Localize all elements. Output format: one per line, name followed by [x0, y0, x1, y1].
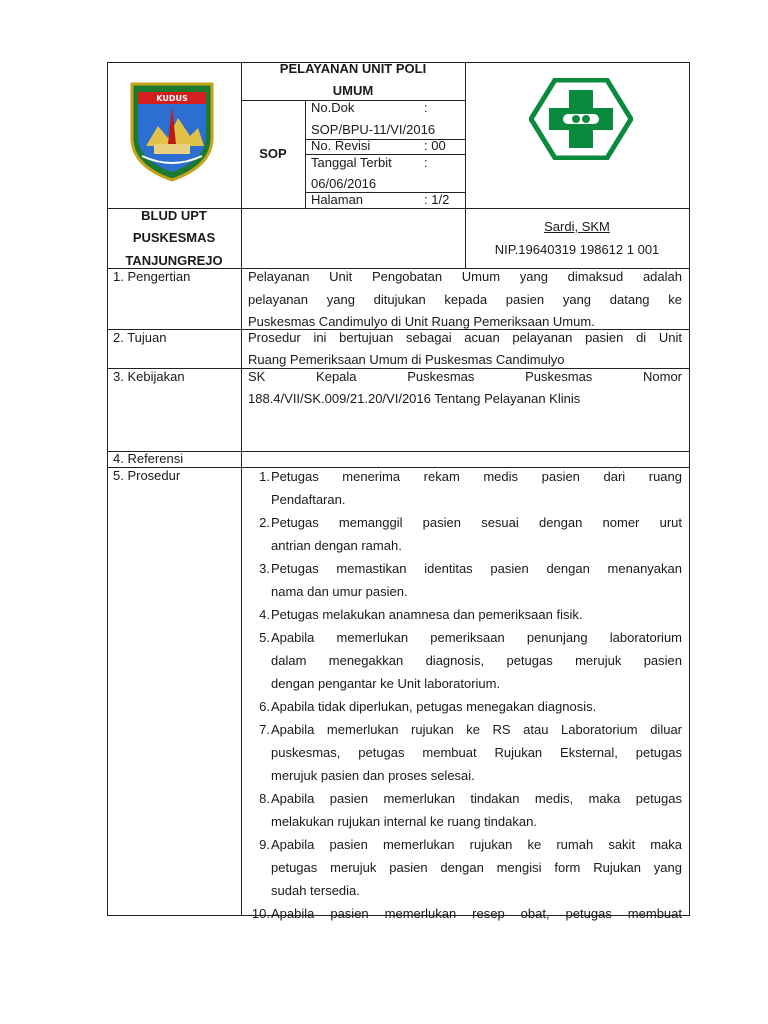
document-title-line2: UMUM [332, 83, 374, 98]
pengertian-line-1: Pelayanan Unit Pengobatan Umum yang dimaksud adalah [248, 269, 682, 284]
issue-date-separator: : [424, 155, 428, 170]
list-item-number: 5. [259, 630, 270, 645]
list-item-line: Apabila memerlukan rujukan ke RS atau Laboratorium diluar [271, 722, 682, 737]
tujuan-line-2: Ruang Pemeriksaan Umum di Puskesmas Candimulyo [248, 352, 565, 367]
list-item-line: nama dan umur pasien. [271, 584, 408, 599]
org-line3: TANJUNGREJO [125, 253, 223, 268]
list-item-line: Apabila pasien memerlukan rujukan ke rumah sakit maka [271, 837, 682, 852]
list-item-number: 4. [259, 607, 270, 622]
list-item-line: Apabila memerlukan pemeriksaan penunjang laboratorium [271, 630, 682, 645]
pengertian-line-3: Puskesmas Candimulyo di Unit Ruang Pemeriksaan Umum. [248, 314, 595, 329]
doc-number-label: No.Dok [311, 100, 355, 115]
list-item-line: merujuk pasien dan proses selesai. [271, 768, 475, 783]
signatory-name: Sardi, SKM [544, 219, 610, 234]
pengertian-line-2: pelayanan yang ditujukan kepada pasien yang datang ke [248, 292, 682, 307]
signatory-nip: NIP.19640319 198612 1 001 [494, 242, 660, 257]
list-item-line: Apabila pasien memerlukan resep obat, petugas membuat [271, 906, 682, 921]
document-title-line1: PELAYANAN UNIT POLI [279, 61, 427, 76]
org-line2: PUSKESMAS [132, 230, 216, 245]
list-item-number: 7. [259, 722, 270, 737]
list-item-number: 3. [259, 561, 270, 576]
crest-text: KUDUS [156, 94, 188, 103]
list-item-line: dengan pengantar ke Unit laboratorium. [271, 676, 501, 691]
list-item-number: 10. [251, 906, 270, 921]
table-border-left [107, 62, 108, 916]
list-item-number: 8. [259, 791, 270, 806]
issue-date-label: Tanggal Terbit [311, 155, 392, 170]
list-item-number: 2. [259, 515, 270, 530]
column-divider-labels [241, 62, 242, 916]
kebijakan-line-2: 188.4/VII/SK.009/21.20/VI/2016 Tentang Pelayanan Klinis [248, 391, 581, 406]
list-item-line: Petugas melakukan anamnesa dan pemeriksaan fisik. [271, 607, 583, 622]
list-item-number: 9. [259, 837, 270, 852]
kudus-regency-crest-icon [128, 78, 216, 182]
list-item-line: antrian dengan ramah. [271, 538, 402, 553]
kebijakan-line-1: SK Kepala Puskesmas Puskesmas Nomor [248, 369, 682, 384]
list-item-line: Apabila pasien memerlukan tindakan medis, maka petugas [271, 791, 682, 806]
list-item-line: Apabila tidak diperlukan, petugas menegakan diagnosis. [271, 699, 597, 714]
list-item-line: Petugas memastikan identitas pasien dengan menanyakan [271, 561, 682, 576]
table-border-right [689, 62, 690, 916]
list-item-line: Petugas menerima rekam medis pasien dari ruang [271, 469, 682, 484]
page-value: : 1/2 [424, 192, 450, 207]
list-item-number: 6. [259, 699, 270, 714]
page-label: Halaman [311, 192, 364, 207]
list-item-line: melakukan rujukan internal ke ruang tindakan. [271, 814, 537, 829]
divider-kebijakan [107, 451, 689, 452]
sop-label: SOP [259, 146, 287, 161]
org-line1: BLUD UPT [141, 208, 207, 223]
section-label-pengertian: 1. Pengertian [113, 269, 191, 284]
section-label-kebijakan: 3. Kebijakan [113, 369, 185, 384]
puskesmas-green-cross-icon [529, 78, 633, 160]
list-item-line: Pendaftaran. [271, 492, 346, 507]
revision-label: No. Revisi [311, 138, 371, 153]
list-item-number: 1. [259, 469, 270, 484]
divider-sop-cell [305, 100, 306, 209]
section-label-prosedur: 5. Prosedur [113, 468, 181, 483]
issue-date-value: 06/06/2016 [311, 176, 377, 191]
list-item-line: sudah tersedia. [271, 883, 360, 898]
section-label-referensi: 4. Referensi [113, 451, 184, 466]
list-item-line: puskesmas, petugas membuat Rujukan Eksternal, petugas [271, 745, 682, 760]
list-item-line: Petugas memanggil pasien sesuai dengan nomer urut [271, 515, 682, 530]
doc-number-value: SOP/BPU-11/VI/2016 [311, 122, 436, 137]
list-item-line: dalam menegakkan diagnosis, petugas merujuk pasien [271, 653, 682, 668]
section-label-tujuan: 2. Tujuan [113, 330, 167, 345]
list-item-line: petugas merujuk pasien dengan mengisi form Rujukan yang [271, 860, 682, 875]
revision-value: : 00 [424, 138, 446, 153]
doc-number-separator: : [424, 100, 428, 115]
tujuan-line-1: Prosedur ini bertujuan sebagai acuan pelayanan pasien di Unit [248, 330, 682, 345]
